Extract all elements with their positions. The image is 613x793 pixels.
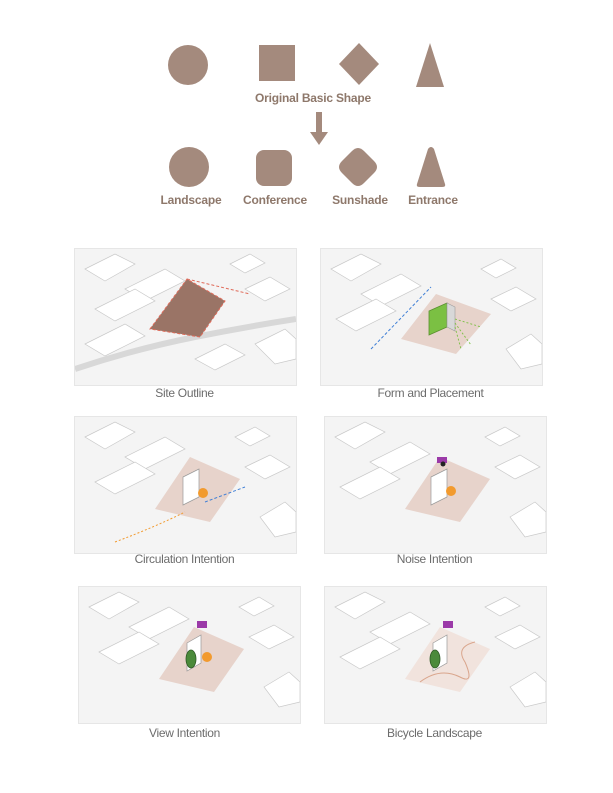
bicycle-caption: Bicycle Landscape bbox=[387, 726, 482, 740]
noise-caption: Noise Intention bbox=[396, 552, 473, 566]
site-outline-panel bbox=[74, 248, 297, 386]
site-outline-map bbox=[75, 249, 296, 385]
circulation-caption: Circulation Intention bbox=[134, 552, 235, 566]
view-panel bbox=[78, 586, 301, 724]
view-caption: View Intention bbox=[149, 726, 220, 740]
circle-shape bbox=[167, 44, 209, 86]
form-placement-map bbox=[321, 249, 542, 385]
noise-panel bbox=[324, 416, 547, 554]
bicycle-map bbox=[325, 587, 546, 723]
square-shape bbox=[258, 44, 296, 82]
landscape-circle-shape bbox=[168, 146, 210, 188]
original-shape-label: Original Basic Shape bbox=[254, 91, 372, 105]
conference-label: Conference bbox=[242, 193, 308, 207]
triangle-shape bbox=[414, 42, 446, 88]
entrance-label: Entrance bbox=[408, 193, 458, 207]
view-landscape-element bbox=[186, 650, 196, 668]
entrance-marker bbox=[198, 488, 208, 498]
down-arrow-icon bbox=[310, 112, 328, 146]
form-placement-panel bbox=[320, 248, 543, 386]
diamond-shape bbox=[338, 42, 380, 86]
circulation-map bbox=[75, 417, 296, 553]
entrance-rounded-triangle-shape bbox=[416, 146, 446, 188]
bicycle-panel bbox=[324, 586, 547, 724]
circulation-panel bbox=[74, 416, 297, 554]
noise-map bbox=[325, 417, 546, 553]
landscape-label: Landscape bbox=[160, 193, 222, 207]
sunshade-label: Sunshade bbox=[332, 193, 388, 207]
form-placement-caption: Form and Placement bbox=[377, 386, 484, 400]
view-map bbox=[79, 587, 300, 723]
sunshade-rounded-diamond-shape bbox=[337, 146, 379, 188]
conference-rounded-square-shape bbox=[255, 149, 293, 187]
site-outline-caption: Site Outline bbox=[155, 386, 214, 400]
